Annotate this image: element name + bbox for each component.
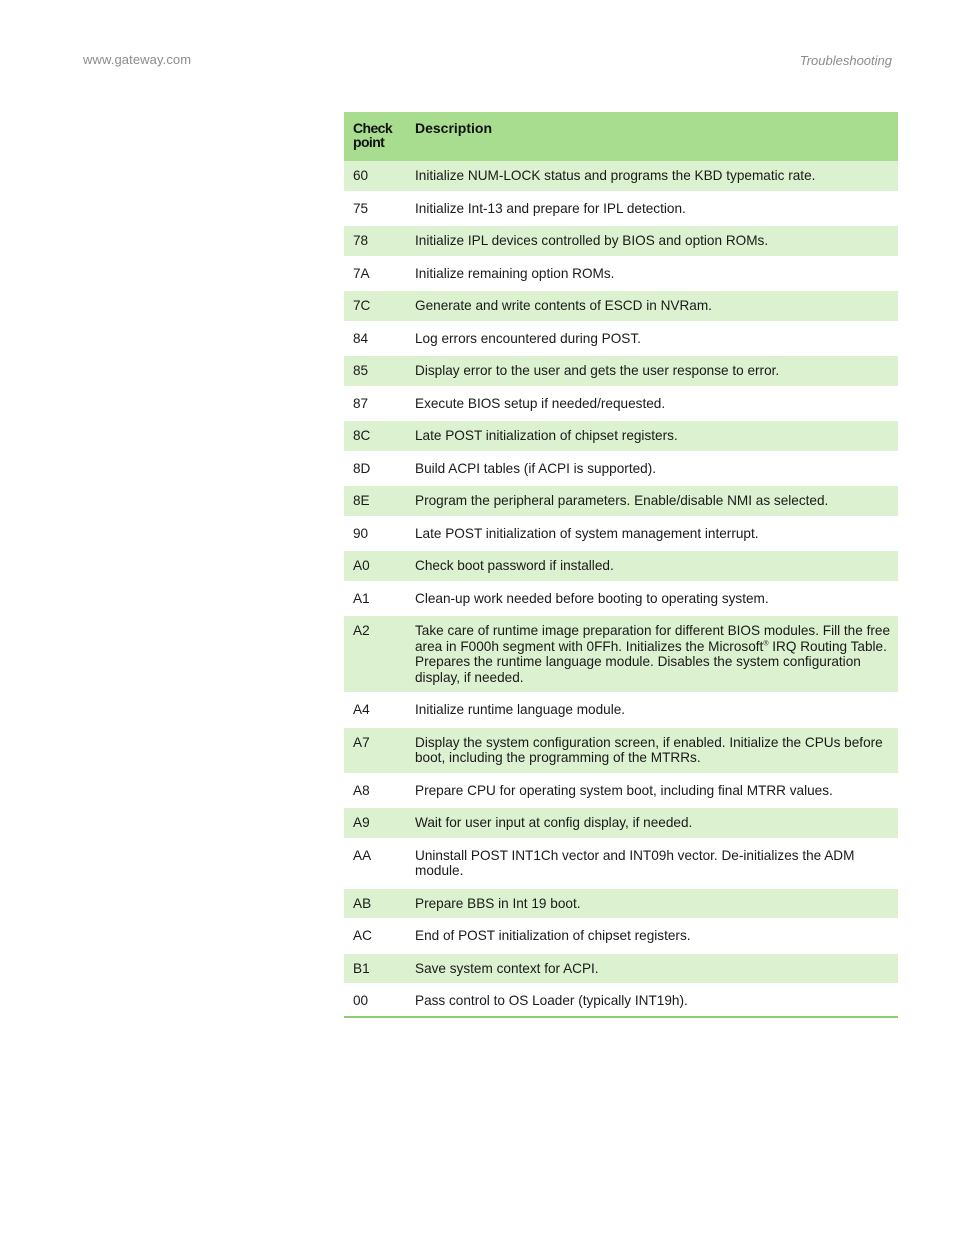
checkpoint-description: Initialize Int-13 and prepare for IPL detection.: [406, 192, 898, 225]
table-row: [344, 920, 898, 953]
table-row: [344, 257, 898, 290]
table-row: [344, 420, 898, 453]
checkpoint-code: 85: [344, 355, 406, 388]
table-row: [344, 452, 898, 485]
description-text-part2: IRQ Routing Table. Prepares the runtime language module. Disables the system configuration display, if needed.: [415, 638, 887, 685]
checkpoint-description: Clean-up work needed before booting to operating system.: [406, 582, 898, 615]
checkpoint-description: Display the system configuration screen, if enabled. Initialize the CPUs before boot, including the programming of the MTRRs.: [406, 726, 898, 774]
table-row: [344, 839, 898, 887]
table-header-row: [344, 112, 898, 161]
checkpoint-description: Initialize remaining option ROMs.: [406, 257, 898, 290]
column-header-checkpoint: Check point: [353, 120, 393, 150]
checkpoint-code: 78: [344, 225, 406, 258]
checkpoint-code: 60: [344, 161, 406, 192]
table-row: [344, 615, 898, 694]
checkpoint-code: A0: [344, 550, 406, 583]
table-row: [344, 517, 898, 550]
table-row: [344, 290, 898, 323]
checkpoint-code: 8C: [344, 420, 406, 453]
column-header-description: Description: [415, 120, 493, 136]
table-row: [344, 485, 898, 518]
registered-trademark-mark: ®: [763, 639, 769, 647]
table-row: [344, 952, 898, 985]
checkpoint-code: 8E: [344, 485, 406, 518]
checkpoint-description: Initialize IPL devices controlled by BIOS and option ROMs.: [406, 225, 898, 258]
table-row: [344, 161, 898, 192]
checkpoint-description: Generate and write contents of ESCD in NVRam.: [406, 290, 898, 323]
checkpoint-description: Late POST initialization of system management interrupt.: [406, 517, 898, 550]
checkpoint-code: A4: [344, 694, 406, 727]
checkpoint-code: AC: [344, 920, 406, 953]
checkpoint-code: 87: [344, 387, 406, 420]
checkpoint-description: Save system context for ACPI.: [406, 952, 898, 985]
checkpoint-description: [406, 615, 898, 694]
checkpoint-description: Prepare CPU for operating system boot, including final MTRR values.: [406, 774, 898, 807]
checkpoint-description: Check boot password if installed.: [406, 550, 898, 583]
table-row: [344, 774, 898, 807]
table-row: [344, 582, 898, 615]
checkpoint-description: Initialize runtime language module.: [406, 694, 898, 727]
checkpoint-description: Program the peripheral parameters. Enable/disable NMI as selected.: [406, 485, 898, 518]
checkpoint-description: Late POST initialization of chipset registers.: [406, 420, 898, 453]
checkpoint-code: A7: [344, 726, 406, 774]
checkpoint-description: Initialize NUM-LOCK status and programs the KBD typematic rate.: [406, 161, 898, 192]
checkpoint-code: 90: [344, 517, 406, 550]
checkpoint-description: End of POST initialization of chipset registers.: [406, 920, 898, 953]
checkpoint-description: Uninstall POST INT1Ch vector and INT09h vector. De-initializes the ADM module.: [406, 839, 898, 887]
description-text-part1: Take care of runtime image preparation for different BIOS modules. Fill the free area in F000h segment with 0FFh. Initializes the Microsoft: [415, 623, 891, 654]
checkpoint-description: Wait for user input at config display, if needed.: [406, 807, 898, 840]
checkpoint-code: 84: [344, 322, 406, 355]
checkpoint-table: [344, 112, 898, 1018]
table-row: [344, 726, 898, 774]
checkpoint-code: A8: [344, 774, 406, 807]
table-row: [344, 694, 898, 727]
checkpoint-code: 7A: [344, 257, 406, 290]
checkpoint-code: AA: [344, 839, 406, 887]
checkpoint-description: Build ACPI tables (if ACPI is supported).: [406, 452, 898, 485]
checkpoint-description: Log errors encountered during POST.: [406, 322, 898, 355]
table-row: [344, 355, 898, 388]
table-row: [344, 192, 898, 225]
checkpoint-code: A2: [344, 615, 406, 694]
checkpoint-code: A1: [344, 582, 406, 615]
checkpoint-description: Prepare BBS in Int 19 boot.: [406, 887, 898, 920]
checkpoint-code: B1: [344, 952, 406, 985]
table-row: [344, 985, 898, 1017]
checkpoint-code: A9: [344, 807, 406, 840]
table-row: [344, 550, 898, 583]
table-row: [344, 322, 898, 355]
checkpoint-description: Execute BIOS setup if needed/requested.: [406, 387, 898, 420]
checkpoint-description: Display error to the user and gets the user response to error.: [406, 355, 898, 388]
checkpoint-code: 00: [344, 985, 406, 1017]
checkpoint-code: 8D: [344, 452, 406, 485]
checkpoint-code: 75: [344, 192, 406, 225]
running-header-section: Troubleshooting: [799, 53, 892, 68]
table-row: [344, 807, 898, 840]
checkpoint-code: 7C: [344, 290, 406, 323]
table-row: [344, 887, 898, 920]
checkpoint-code: AB: [344, 887, 406, 920]
table-row: [344, 225, 898, 258]
table-row: [344, 387, 898, 420]
running-header-website: www.gateway.com: [83, 52, 192, 67]
checkpoint-description: Pass control to OS Loader (typically INT19h).: [406, 985, 898, 1017]
